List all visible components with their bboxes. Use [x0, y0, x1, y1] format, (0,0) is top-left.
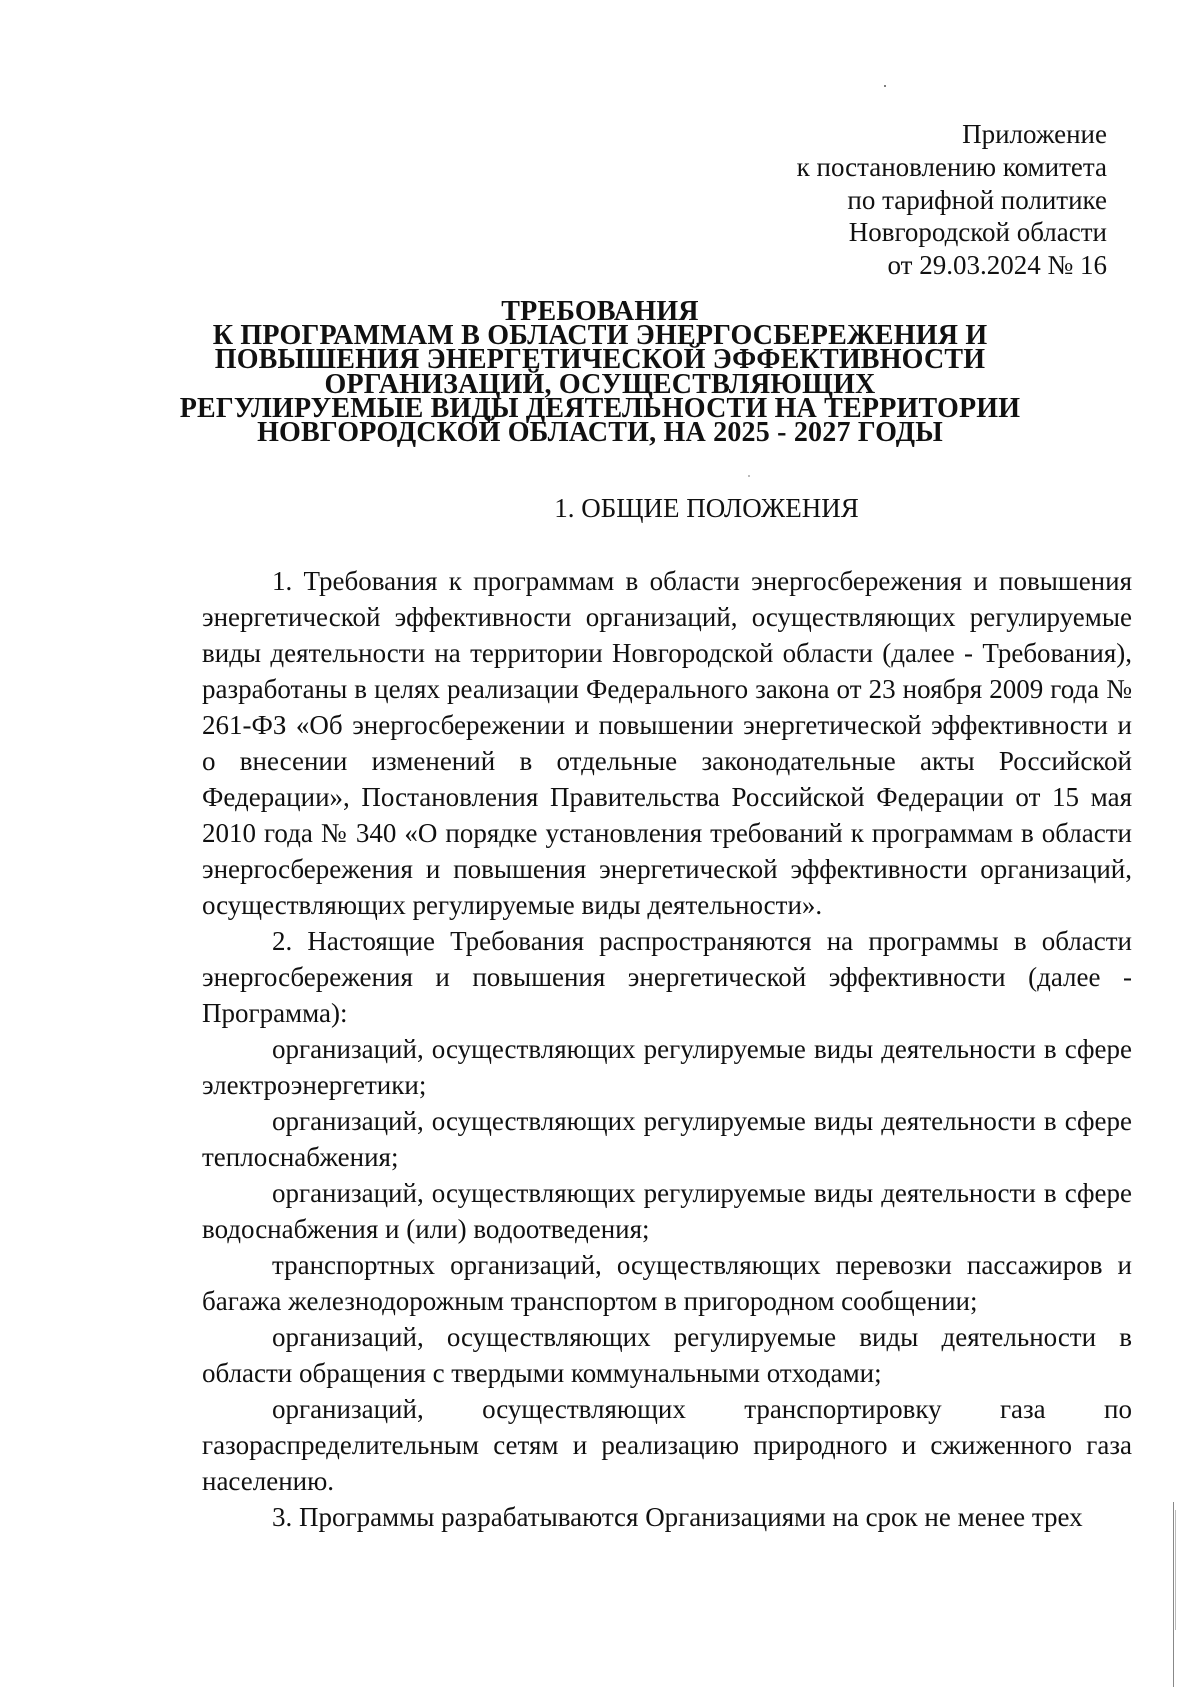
annex-line: по тарифной политике: [847, 184, 1107, 215]
scan-edge-line: [1173, 1502, 1174, 1687]
title-line: ТРЕБОВАНИЯ: [501, 296, 699, 327]
list-item: организаций, осуществляющих регулируемые виды деятельности в сфере электроэнергетики;: [202, 1034, 1132, 1100]
list-item: организаций, осуществляющих регулируемые виды деятельности в области обращения с твердыми коммунальными отходами;: [202, 1322, 1132, 1388]
annex-line: от 29.03.2024 № 16: [887, 250, 1107, 281]
document-title: [150, 296, 1050, 449]
section-heading: 1. ОБЩИЕ ПОЛОЖЕНИЯ: [554, 493, 859, 523]
list-item: транспортных организаций, осуществляющих перевозки пассажиров и багажа железнодорожным транспортом в пригородном сообщении;: [202, 1250, 1132, 1316]
list-item: организаций, осуществляющих регулируемые виды деятельности в сфере теплоснабжения;: [202, 1106, 1132, 1172]
title-line: ПОВЫШЕНИЯ ЭНЕРГЕТИЧЕСКОЙ ЭФФЕКТИВНОСТИ: [214, 344, 986, 376]
annex-block: [547, 118, 1107, 282]
annex-line: к постановлению комитета: [796, 151, 1107, 182]
document-body: [202, 563, 1132, 1535]
paragraph: 1. Требования к программам в области энергосбережения и повышения энергетической эффективности организаций, осуществляющих регулируемые виды деятельности на территории Новгородской области (далее - Требования), разработаны в целях реализации Федерального закона от 23 ноября 2009 года № 261-ФЗ «Об энергосбережении и повышении энергетической эффективности и о внесении изменений в отдельные законодательные акты Российской Федерации», Постановления Правительства Российской Федерации от 15 мая 2010 года № 340 «О порядке установления требований к программам в области энергосбережения и повышения энергетической эффективности организаций, осуществляющих регулируемые виды деятельности».: [202, 566, 1132, 920]
paragraph: 3. Программы разрабатываются Организациями на срок не менее трех: [272, 1502, 1083, 1532]
annex-line: Приложение: [962, 119, 1107, 149]
title-line: ОРГАНИЗАЦИЙ, ОСУЩЕСТВЛЯЮЩИХ: [324, 368, 876, 400]
title-line: НОВГОРОДСКОЙ ОБЛАСТИ, НА 2025 - 2027 ГОДЫ: [257, 417, 943, 449]
scan-speck: [884, 85, 886, 87]
title-line: РЕГУЛИРУЕМЫЕ ВИДЫ ДЕЯТЕЛЬНОСТИ НА ТЕРРИТОРИИ: [179, 392, 1021, 424]
list-item: организаций, осуществляющих регулируемые виды деятельности в сфере водоснабжения и (или) водоотведения;: [202, 1178, 1132, 1244]
annex-line: Новгородской области: [848, 217, 1107, 248]
title-line: К ПРОГРАММАМ В ОБЛАСТИ ЭНЕРГОСБЕРЕЖЕНИЯ И: [212, 320, 988, 352]
paragraph: 2. Настоящие Требования распространяются на программы в области энергосбережения и повышения энергетической эффективности (далее - Программа):: [202, 926, 1132, 1028]
scan-edge-line: [1175, 1510, 1176, 1630]
scan-speck: [748, 475, 750, 477]
list-item: организаций, осуществляющих транспортировку газа по газораспределительным сетям и реализацию природного и сжиженного газа населению.: [202, 1394, 1132, 1496]
